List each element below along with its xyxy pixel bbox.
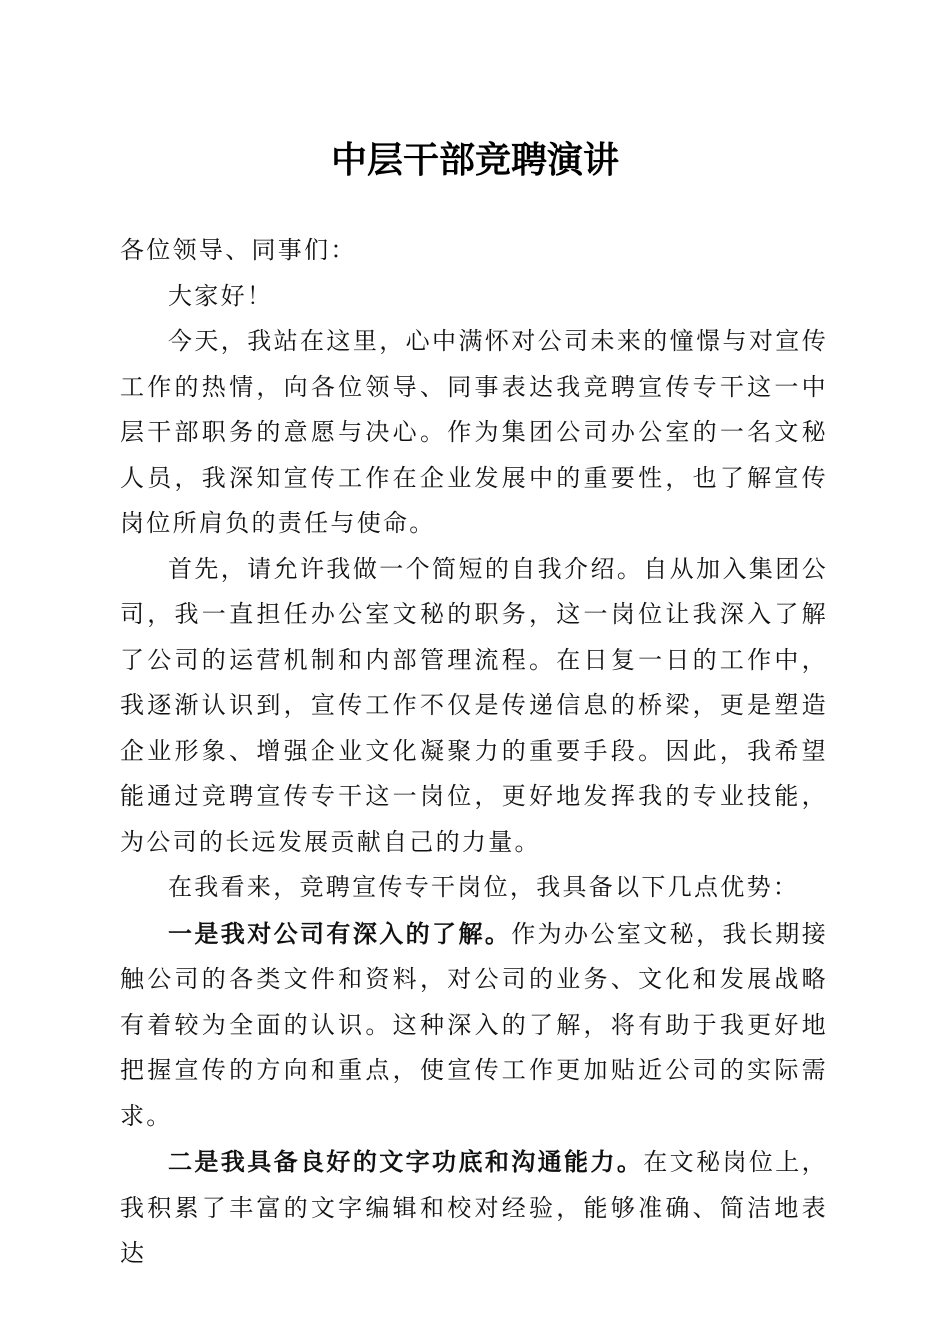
- advantage-point-2-lead: 二是我具备良好的文字功底和沟通能力。: [168, 1147, 644, 1176]
- paragraph-advantages-lead: 在我看来，竞聘宣传专干岗位，我具备以下几点优势：: [168, 873, 800, 901]
- document-title: 中层干部竞聘演讲: [330, 139, 619, 181]
- greeting: 大家好！: [168, 281, 274, 310]
- advantage-point-2-text: 在文秘岗位上，我积累了丰富的文字编辑和校对经验，能够准确、简洁地表达: [120, 1148, 828, 1267]
- advantage-point-1-lead: 一是我对公司有深入的了解。: [168, 918, 512, 948]
- advantage-point-1-text: 作为办公室文秘，我长期接触公司的各类文件和资料，对公司的业务、文化和发展战略有着较为全面的认识。这种深入的了解，将有助于我更好地把握宣传的方向和重点，使宣传工作更加贴近公司的实际需求。: [120, 919, 828, 1130]
- salutation: 各位领导、同事们：: [120, 236, 357, 264]
- advantage-point-2: [120, 1139, 828, 1277]
- advantage-point-1: [120, 911, 828, 1140]
- paragraph-intro: 今天，我站在这里，心中满怀对公司未来的憧憬与对宣传工作的热情，向各位领导、同事表达我竞聘宣传专干这一中层干部职务的意愿与决心。作为集团公司办公室的一名文秘人员，我深知宣传工作在企业发展中的重要性，也了解宣传岗位所肩负的责任与使命。: [120, 327, 828, 537]
- document-body: [120, 228, 828, 1277]
- paragraph-self-introduction: 首先，请允许我做一个简短的自我介绍。自从加入集团公司，我一直担任办公室文秘的职务，这一岗位让我深入了解了公司的运营机制和内部管理流程。在日复一日的工作中，我逐渐认识到，宣传工作不仅是传递信息的桥梁，更是塑造企业形象、增强企业文化凝聚力的重要手段。因此，我希望能通过竞聘宣传专干这一岗位，更好地发挥我的专业技能，为公司的长远发展贡献自己的力量。: [120, 554, 828, 856]
